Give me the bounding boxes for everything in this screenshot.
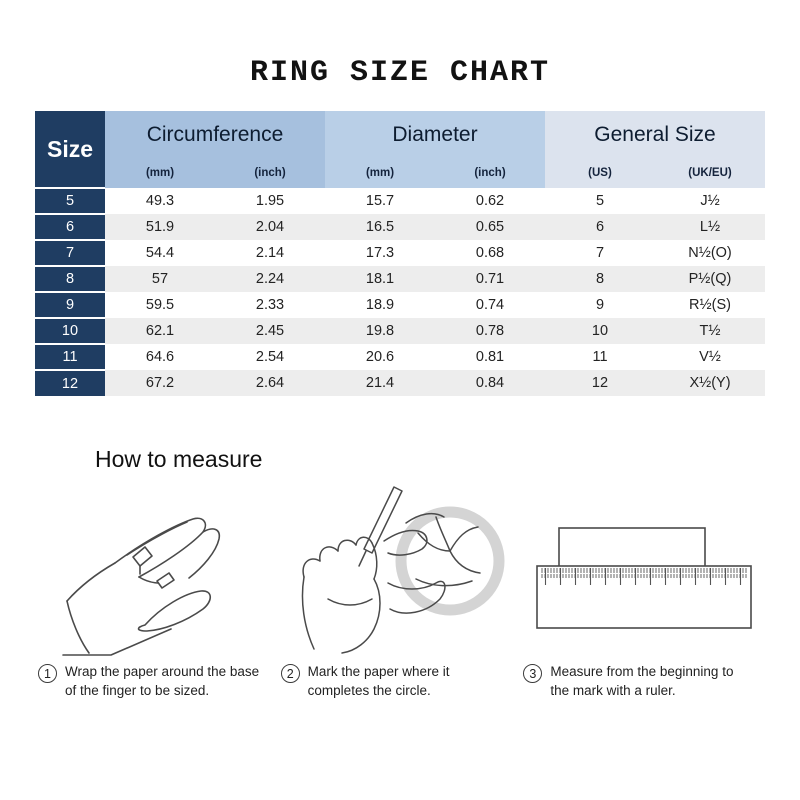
page-title: RING SIZE CHART bbox=[249, 56, 551, 90]
value-cell: 5 bbox=[595, 193, 605, 209]
table-row bbox=[35, 344, 765, 370]
step-3-caption bbox=[523, 663, 766, 701]
value-cell: 62.1 bbox=[105, 318, 215, 344]
value-cell: 2.33 bbox=[255, 297, 285, 313]
value-cell: 64.6 bbox=[145, 349, 175, 365]
value-cell: 16.5 bbox=[325, 214, 435, 240]
general-size-group-header: General Size bbox=[545, 111, 765, 158]
value-cell: 51.9 bbox=[105, 214, 215, 240]
table-row bbox=[35, 214, 765, 240]
table-row bbox=[35, 292, 765, 318]
value-cell: 0.68 bbox=[475, 245, 505, 261]
table-row bbox=[35, 266, 765, 292]
step-3-text: Measure from the beginning to the mark with a ruler. bbox=[550, 664, 734, 698]
value-cell: 18.1 bbox=[325, 266, 435, 292]
diameter-inch-header: (inch) bbox=[435, 158, 545, 188]
value-cell: 2.04 bbox=[215, 214, 325, 240]
value-cell: 21.4 bbox=[325, 370, 435, 396]
value-cell: J½ bbox=[700, 193, 720, 209]
uk-eu-size-header: (UK/EU) bbox=[655, 158, 765, 188]
value-cell: 2.45 bbox=[215, 318, 325, 344]
step-2-text: Mark the paper where it completes the circle. bbox=[307, 664, 450, 698]
value-cell: V½ bbox=[699, 349, 721, 365]
value-cell: 59.5 bbox=[145, 297, 175, 313]
value-cell: 18.9 bbox=[365, 297, 395, 313]
table-row bbox=[35, 188, 765, 214]
us-size-header: (US) bbox=[545, 158, 655, 188]
value-cell: 9 bbox=[595, 297, 605, 313]
step-1-text: Wrap the paper around the base of the finger to be sized. bbox=[65, 664, 260, 698]
group-header-row bbox=[35, 111, 765, 158]
size-cell: 6 bbox=[35, 214, 105, 240]
value-cell: 6 bbox=[545, 214, 655, 240]
value-cell: 0.65 bbox=[435, 214, 545, 240]
value-cell: 1.95 bbox=[255, 193, 285, 209]
value-cell: 54.4 bbox=[145, 245, 175, 261]
value-cell: 0.62 bbox=[475, 193, 505, 209]
value-cell: 17.3 bbox=[365, 245, 395, 261]
value-cell: 12 bbox=[545, 370, 655, 396]
step-1-caption bbox=[38, 663, 281, 701]
circumference-group-header: Circumference bbox=[105, 111, 325, 158]
value-cell: 8 bbox=[545, 266, 655, 292]
measure-steps bbox=[0, 473, 800, 701]
size-cell: 8 bbox=[35, 266, 105, 292]
circumference-mm-header: (mm) bbox=[105, 158, 215, 188]
step-2-caption bbox=[281, 663, 524, 701]
measure-step-2 bbox=[281, 481, 524, 701]
value-cell: 49.3 bbox=[145, 193, 175, 209]
value-cell: 0.84 bbox=[435, 370, 545, 396]
measure-step-3 bbox=[523, 481, 766, 701]
value-cell: 0.78 bbox=[435, 318, 545, 344]
table-row bbox=[35, 318, 765, 344]
value-cell: 0.81 bbox=[475, 349, 505, 365]
value-cell: X½(Y) bbox=[655, 370, 765, 396]
value-cell: 57 bbox=[105, 266, 215, 292]
value-cell: 20.6 bbox=[365, 349, 395, 365]
diameter-group-header: Diameter bbox=[325, 111, 545, 158]
size-cell: 10 bbox=[35, 318, 105, 344]
value-cell: N½(O) bbox=[688, 245, 732, 261]
measure-step-1 bbox=[38, 481, 281, 701]
value-cell: 2.24 bbox=[215, 266, 325, 292]
size-cell: 9 bbox=[35, 292, 105, 318]
value-cell: 11 bbox=[592, 349, 608, 365]
size-cell: 5 bbox=[35, 188, 105, 214]
step-1-number: 1 bbox=[38, 664, 57, 683]
step-2-number: 2 bbox=[281, 664, 300, 683]
value-cell: 15.7 bbox=[365, 193, 395, 209]
hand-with-paper-strip-icon bbox=[38, 481, 281, 659]
value-cell: P½(Q) bbox=[655, 266, 765, 292]
value-cell: 2.14 bbox=[255, 245, 285, 261]
sub-header-row bbox=[35, 158, 765, 188]
table-row bbox=[35, 240, 765, 266]
value-cell: L½ bbox=[655, 214, 765, 240]
how-to-measure-section bbox=[0, 446, 800, 701]
value-cell: 7 bbox=[595, 245, 605, 261]
step-3-number: 3 bbox=[523, 664, 542, 683]
ruler-measuring-icon bbox=[523, 481, 766, 659]
value-cell: 0.71 bbox=[435, 266, 545, 292]
size-cell: 7 bbox=[35, 240, 105, 266]
circumference-inch-header: (inch) bbox=[215, 158, 325, 188]
value-cell: 0.74 bbox=[475, 297, 505, 313]
value-cell: T½ bbox=[655, 318, 765, 344]
size-cell: 12 bbox=[35, 370, 105, 396]
size-cell: 11 bbox=[35, 344, 105, 370]
table-row bbox=[35, 370, 765, 396]
value-cell: 10 bbox=[545, 318, 655, 344]
value-cell: 19.8 bbox=[325, 318, 435, 344]
value-cell: 2.54 bbox=[255, 349, 285, 365]
how-to-measure-heading: How to measure bbox=[95, 446, 263, 472]
size-column-header: Size bbox=[35, 111, 105, 188]
value-cell: R½(S) bbox=[689, 297, 731, 313]
value-cell: 2.64 bbox=[215, 370, 325, 396]
ring-size-table bbox=[35, 111, 765, 396]
diameter-mm-header: (mm) bbox=[325, 158, 435, 188]
value-cell: 67.2 bbox=[105, 370, 215, 396]
pen-marking-paper-icon bbox=[281, 481, 524, 659]
